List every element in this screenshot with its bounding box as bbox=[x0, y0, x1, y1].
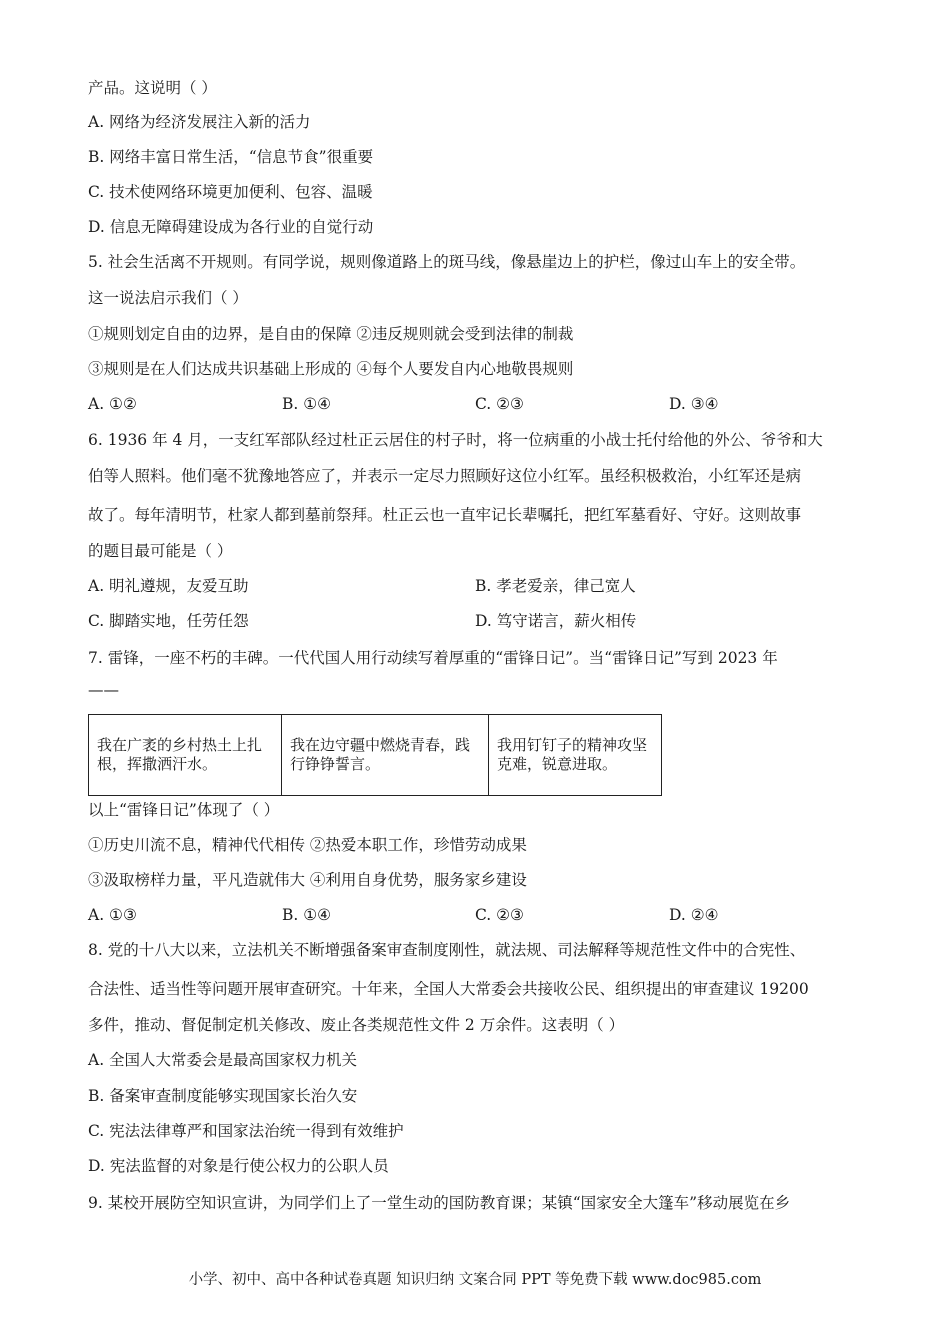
q7-statements-line1: ①历史川流不息，精神代代相传 ②热爱本职工作，珍惜劳动成果 bbox=[88, 836, 527, 854]
q5-statements-line2: ③规则是在人们达成共识基础上形成的 ④每个人要发自内心地敬畏规则 bbox=[88, 360, 574, 378]
q8-option-d: D. 宪法监督的对象是行使公权力的公职人员 bbox=[88, 1157, 389, 1175]
q4-option-c: C. 技术使网络环境更加便利、包容、温暖 bbox=[88, 183, 373, 201]
q7-question: 以上“雷锋日记”体现了（ ） bbox=[88, 801, 280, 819]
q5-option-a: A. ①② bbox=[88, 395, 137, 413]
q8-option-a: A. 全国人大常委会是最高国家权力机关 bbox=[88, 1051, 358, 1069]
q8-stem-line3: 多件，推动、督促制定机关修改、废止各类规范性文件 2 万余件。这表明（ ） bbox=[88, 1016, 625, 1034]
q4-option-d: D. 信息无障碍建设成为各行业的自觉行动 bbox=[88, 218, 374, 236]
q5-stem-line1: 5. 社会生活离不开规则。有同学说，规则像道路上的斑马线，像悬崖边上的护栏，像过山车上的安全带。 bbox=[88, 253, 806, 271]
diary-cell-2: 我在边守疆中燃烧青春，践行铮铮誓言。 bbox=[282, 715, 489, 796]
diary-cell-1: 我在广袤的乡村热土上扎根，挥撒洒汗水。 bbox=[89, 715, 282, 796]
lei-feng-diary-table bbox=[88, 714, 662, 796]
table-row bbox=[89, 715, 662, 796]
q6-option-c: C. 脚踏实地，任劳任怨 bbox=[88, 612, 249, 630]
q7-option-b: B. ①④ bbox=[282, 906, 332, 924]
q8-stem-line2: 合法性、适当性等问题开展审查研究。十年来，全国人大常委会共接收公民、组织提出的审查建议 19200 bbox=[88, 980, 809, 998]
q6-option-a: A. 明礼遵规，友爱互助 bbox=[88, 577, 249, 595]
q7-option-a: A. ①③ bbox=[88, 906, 137, 924]
q5-option-d: D. ③④ bbox=[669, 395, 719, 413]
q5-option-c: C. ②③ bbox=[475, 395, 524, 413]
q4-option-b: B. 网络丰富日常生活，“信息节食”很重要 bbox=[88, 148, 374, 166]
q6-option-d: D. 笃守诺言，薪火相传 bbox=[475, 612, 637, 630]
q4-option-a: A. 网络为经济发展注入新的活力 bbox=[88, 113, 311, 131]
q6-stem-line1: 6. 1936 年 4 月，一支红军部队经过杜正云居住的村子时，将一位病重的小战士托付给他的外公、爷爷和大 bbox=[88, 431, 823, 449]
diary-cell-3: 我用钉钉子的精神攻坚克难，锐意进取。 bbox=[489, 715, 662, 796]
q5-stem-line2: 这一说法启示我们（ ） bbox=[88, 289, 248, 307]
q6-stem-line2: 伯等人照料。他们毫不犹豫地答应了，并表示一定尽力照顾好这位小红军。虽经积极救治，小红军还是病 bbox=[88, 467, 802, 485]
q6-stem-line3: 故了。每年清明节，杜家人都到墓前祭拜。杜正云也一直牢记长辈嘱托，把红军墓看好、守好。这则故事 bbox=[88, 506, 802, 524]
q5-option-b: B. ①④ bbox=[282, 395, 332, 413]
q4-stem-tail: 产品。这说明（ ） bbox=[88, 79, 217, 97]
q7-statements-line2: ③汲取榜样力量，平凡造就伟大 ④利用自身优势，服务家乡建设 bbox=[88, 871, 527, 889]
q7-option-d: D. ②④ bbox=[669, 906, 719, 924]
page-footer: 小学、初中、高中各种试卷真题 知识归纳 文案合同 PPT 等免费下载 www.doc985.com bbox=[188, 1272, 762, 1288]
q5-statements-line1: ①规则划定自由的边界，是自由的保障 ②违反规则就会受到法律的制裁 bbox=[88, 325, 574, 343]
q6-option-b: B. 孝老爱亲，律己宽人 bbox=[475, 577, 636, 595]
q7-option-c: C. ②③ bbox=[475, 906, 524, 924]
q8-option-c: C. 宪法法律尊严和国家法治统一得到有效维护 bbox=[88, 1122, 404, 1140]
q8-option-b: B. 备案审查制度能够实现国家长治久安 bbox=[88, 1087, 358, 1105]
q6-stem-line4: 的题目最可能是（ ） bbox=[88, 542, 233, 560]
q9-stem-line1: 9. 某校开展防空知识宣讲，为同学们上了一堂生动的国防教育课；某镇“国家安全大篷车”移动展览在乡 bbox=[88, 1194, 791, 1212]
q8-stem-line1: 8. 党的十八大以来，立法机关不断增强备案审查制度刚性，就法规、司法解释等规范性文件中的合宪性、 bbox=[88, 941, 806, 959]
q7-stem-line2: —— bbox=[88, 681, 119, 699]
q7-stem-line1: 7. 雷锋，一座不朽的丰碑。一代代国人用行动续写着厚重的“雷锋日记”。当“雷锋日记”写到 2023 年 bbox=[88, 649, 778, 667]
